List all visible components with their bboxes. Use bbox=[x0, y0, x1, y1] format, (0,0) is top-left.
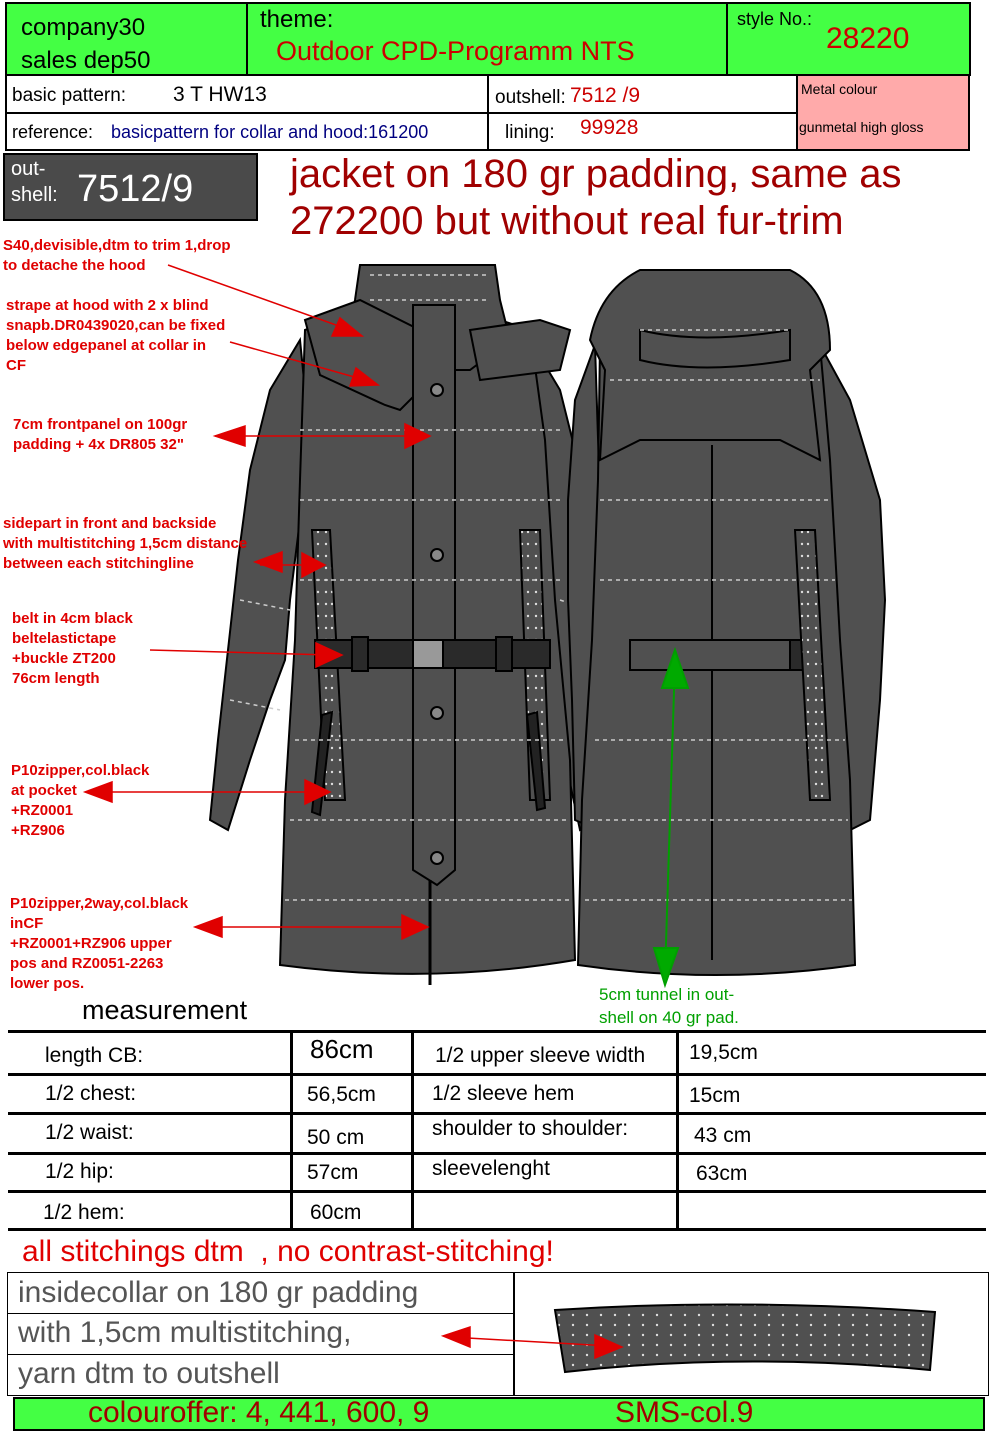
measure-length-cb-label: length CB: bbox=[45, 1044, 144, 1067]
note-frontpanel: 7cm frontpanel on 100gr padding + 4x DR805 32" bbox=[13, 416, 188, 453]
measure-hem-label: 1/2 hem: bbox=[43, 1201, 125, 1224]
reference-value: basicpattern for collar and hood:161200 bbox=[111, 122, 429, 142]
collar-line-2: with 1,5cm multistitching, bbox=[18, 1316, 352, 1349]
measure-hip-label: 1/2 hip: bbox=[45, 1160, 114, 1183]
badge-label-1: out- bbox=[11, 158, 46, 180]
measure-sleeve-hem-value: 15cm bbox=[689, 1084, 741, 1107]
theme-label: theme: bbox=[260, 6, 334, 33]
collar-line-3: yarn dtm to outshell bbox=[18, 1357, 280, 1390]
title-line-1: jacket on 180 gr padding, same as bbox=[290, 152, 902, 196]
note-belt: belt in 4cm black beltelastictape +buckle ZT200 76cm length bbox=[12, 610, 133, 687]
stitching-note: all stitchings dtm , no contrast-stitching! bbox=[22, 1235, 554, 1268]
title-line-2: 272200 but without real fur-trim bbox=[290, 199, 844, 243]
note-hood-trim: S40,devisible,dtm to trim 1,drop to detache the hood bbox=[3, 237, 231, 274]
lining-label: lining: bbox=[505, 122, 555, 143]
note-hood-strap: strape at hood with 2 x blind snapb.DR0439020,can be fixed below edgepanel at collar in CF bbox=[6, 297, 226, 374]
measurement-title: measurement bbox=[82, 995, 248, 1025]
inside-collar-drawing bbox=[440, 1300, 950, 1380]
note-cf-zipper: P10zipper,2way,col.black inCF +RZ0001+RZ906 upper pos and RZ0051-2263 lower pos. bbox=[10, 895, 189, 992]
basic-pattern-value: 3 T HW13 bbox=[173, 83, 267, 106]
measure-sleeve-hem-label: 1/2 sleeve hem bbox=[432, 1082, 575, 1105]
company-name: company30 bbox=[21, 14, 146, 41]
measure-chest-label: 1/2 chest: bbox=[45, 1082, 137, 1105]
outshell-label: outshell: bbox=[495, 87, 566, 108]
measure-sleevelength-value: 63cm bbox=[696, 1162, 748, 1185]
style-number: 28220 bbox=[826, 22, 910, 55]
lining-value: 99928 bbox=[580, 116, 639, 139]
sms-colour: SMS-col.9 bbox=[615, 1396, 754, 1429]
note-sidepart: sidepart in front and backside with multistitching 1,5cm distance between each stitchingline bbox=[3, 515, 248, 572]
style-label: style No.: bbox=[737, 9, 813, 29]
colouroffer: colouroffer: 4, 441, 600, 9 bbox=[88, 1396, 430, 1429]
basic-pattern-label: basic pattern: bbox=[12, 85, 127, 106]
measure-sleevelength-label: sleevelenght bbox=[432, 1157, 550, 1180]
sales-dept: sales dep50 bbox=[21, 47, 151, 74]
outshell-value: 7512 /9 bbox=[570, 84, 641, 107]
collar-line-1: insidecollar on 180 gr padding bbox=[18, 1276, 419, 1309]
measure-shoulder-label: shoulder to shoulder: bbox=[432, 1117, 629, 1140]
measure-waist-value: 50 cm bbox=[307, 1126, 365, 1149]
jacket-back-view bbox=[568, 270, 885, 975]
measure-hem-value: 60cm bbox=[310, 1201, 362, 1224]
reference-label: reference: bbox=[12, 122, 94, 142]
metal-colour-label: Metal colour bbox=[801, 81, 878, 97]
measure-hip-value: 57cm bbox=[307, 1161, 359, 1184]
measure-upper-sleeve-value: 19,5cm bbox=[689, 1041, 758, 1064]
measure-waist-label: 1/2 waist: bbox=[45, 1121, 134, 1144]
theme-value: Outdoor CPD-Programm NTS bbox=[276, 36, 635, 66]
badge-value: 7512/9 bbox=[77, 168, 194, 210]
badge-label-2: shell: bbox=[11, 184, 58, 206]
measure-length-cb-value: 86cm bbox=[310, 1034, 374, 1064]
measure-upper-sleeve-label: 1/2 upper sleeve width bbox=[435, 1044, 646, 1067]
metal-colour-value: gunmetal high gloss bbox=[799, 119, 924, 135]
measure-chest-value: 56,5cm bbox=[307, 1083, 376, 1106]
note-pocket-zipper: P10zipper,col.black at pocket +RZ0001 +RZ906 bbox=[11, 762, 150, 839]
measure-shoulder-value: 43 cm bbox=[694, 1124, 752, 1147]
jacket-front-view bbox=[210, 265, 598, 985]
tunnel-note: 5cm tunnel in out- shell on 40 gr pad. bbox=[599, 985, 739, 1027]
